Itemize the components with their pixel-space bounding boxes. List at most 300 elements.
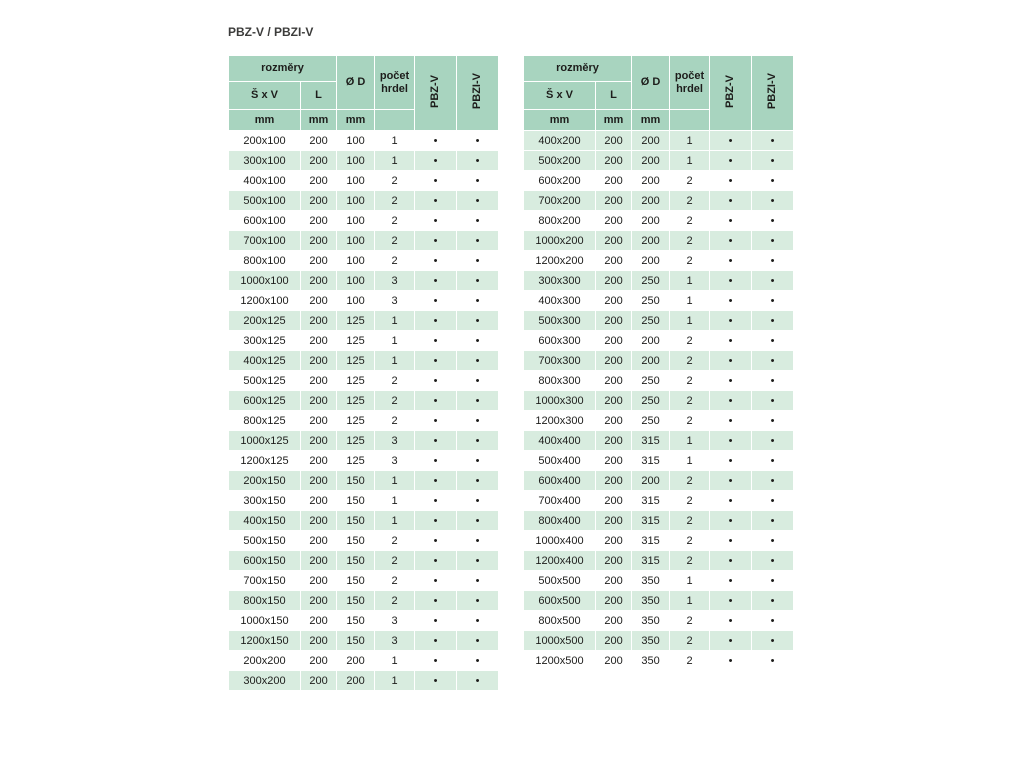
cell-dimensions: 600x150 — [229, 551, 301, 571]
cell-neck-count: 1 — [375, 471, 415, 491]
pbziv-dot: • — [457, 651, 499, 671]
cell-dimensions: 800x150 — [229, 591, 301, 611]
pbziv-dot: • — [752, 531, 794, 551]
table-row — [229, 391, 499, 411]
unit-mm: mm — [229, 110, 301, 131]
header-width-height: Š x V — [229, 82, 301, 110]
pbzv-dot: • — [710, 191, 752, 211]
table-row — [524, 151, 794, 171]
cell-diameter: 150 — [337, 551, 375, 571]
cell-length: 200 — [301, 351, 337, 371]
cell-dimensions: 500x200 — [524, 151, 596, 171]
cell-length: 200 — [596, 251, 632, 271]
pbzv-dot: • — [710, 171, 752, 191]
header-pbziv — [457, 56, 499, 131]
cell-length: 200 — [301, 591, 337, 611]
cell-diameter: 200 — [632, 231, 670, 251]
pbziv-dot: • — [457, 371, 499, 391]
cell-diameter: 125 — [337, 311, 375, 331]
cell-dimensions: 600x400 — [524, 471, 596, 491]
pbziv-dot: • — [752, 391, 794, 411]
cell-length: 200 — [301, 551, 337, 571]
header-pbzv — [415, 56, 457, 131]
pbziv-dot: • — [752, 611, 794, 631]
cell-diameter: 250 — [632, 391, 670, 411]
table-row — [229, 271, 499, 291]
header-pbzv-label: PBZ-V — [724, 74, 737, 108]
cell-length: 200 — [301, 251, 337, 271]
cell-neck-count: 2 — [375, 391, 415, 411]
pbzv-dot: • — [415, 311, 457, 331]
cell-diameter: 100 — [337, 271, 375, 291]
pbziv-dot: • — [752, 411, 794, 431]
pbzv-dot: • — [415, 231, 457, 251]
pbzv-dot: • — [710, 451, 752, 471]
cell-neck-count: 3 — [375, 291, 415, 311]
cell-neck-count: 2 — [670, 531, 710, 551]
cell-dimensions: 800x300 — [524, 371, 596, 391]
table-row — [229, 591, 499, 611]
pbzv-dot: • — [710, 531, 752, 551]
cell-dimensions: 1200x500 — [524, 651, 596, 671]
table-row — [229, 131, 499, 151]
cell-dimensions: 400x100 — [229, 171, 301, 191]
table-row — [524, 411, 794, 431]
cell-length: 200 — [596, 351, 632, 371]
cell-length: 200 — [596, 291, 632, 311]
pbzv-dot: • — [710, 151, 752, 171]
header-pbziv — [752, 56, 794, 131]
pbziv-dot: • — [457, 211, 499, 231]
cell-length: 200 — [596, 551, 632, 571]
cell-neck-count: 1 — [375, 511, 415, 531]
cell-length: 200 — [596, 231, 632, 251]
pbzv-dot: • — [710, 311, 752, 331]
table-row — [229, 291, 499, 311]
header-pbziv-label: PBZI-V — [471, 73, 484, 110]
cell-neck-count: 2 — [670, 251, 710, 271]
cell-diameter: 200 — [632, 251, 670, 271]
pbziv-dot: • — [457, 351, 499, 371]
table-row — [524, 271, 794, 291]
cell-dimensions: 800x400 — [524, 511, 596, 531]
cell-diameter: 125 — [337, 351, 375, 371]
cell-length: 200 — [301, 391, 337, 411]
pbziv-dot: • — [752, 491, 794, 511]
pbzv-dot: • — [710, 231, 752, 251]
pbziv-dot: • — [752, 371, 794, 391]
cell-length: 200 — [596, 391, 632, 411]
cell-length: 200 — [301, 331, 337, 351]
table-row — [229, 651, 499, 671]
table-row — [229, 331, 499, 351]
table-row — [229, 311, 499, 331]
cell-length: 200 — [301, 411, 337, 431]
pbzv-dot: • — [415, 671, 457, 691]
pbziv-dot: • — [457, 171, 499, 191]
pbziv-dot: • — [752, 191, 794, 211]
cell-neck-count: 2 — [670, 371, 710, 391]
table-row — [524, 211, 794, 231]
cell-diameter: 315 — [632, 511, 670, 531]
pbzv-dot: • — [415, 131, 457, 151]
cell-length: 200 — [301, 651, 337, 671]
cell-diameter: 315 — [632, 431, 670, 451]
cell-length: 200 — [596, 511, 632, 531]
table-row — [229, 191, 499, 211]
cell-neck-count: 1 — [375, 311, 415, 331]
table-row — [229, 351, 499, 371]
table-row — [229, 531, 499, 551]
cell-diameter: 100 — [337, 151, 375, 171]
cell-neck-count: 1 — [670, 571, 710, 591]
cell-dimensions: 600x500 — [524, 591, 596, 611]
cell-neck-count: 3 — [375, 431, 415, 451]
cell-neck-count: 1 — [670, 151, 710, 171]
cell-dimensions: 1200x200 — [524, 251, 596, 271]
cell-dimensions: 500x150 — [229, 531, 301, 551]
cell-neck-count: 2 — [670, 491, 710, 511]
unit-mm: mm — [337, 110, 375, 131]
cell-dimensions: 600x100 — [229, 211, 301, 231]
cell-dimensions: 1200x300 — [524, 411, 596, 431]
cell-length: 200 — [301, 431, 337, 451]
pbzv-dot: • — [415, 471, 457, 491]
pbziv-dot: • — [457, 671, 499, 691]
pbzv-dot: • — [415, 571, 457, 591]
cell-length: 200 — [301, 671, 337, 691]
cell-diameter: 100 — [337, 211, 375, 231]
pbzv-dot: • — [415, 491, 457, 511]
table-row — [229, 371, 499, 391]
pbzv-dot: • — [710, 411, 752, 431]
pbzv-dot: • — [415, 271, 457, 291]
cell-neck-count: 3 — [375, 631, 415, 651]
cell-neck-count: 2 — [375, 371, 415, 391]
pbzv-dot: • — [415, 251, 457, 271]
header-dimensions: rozměry — [524, 56, 632, 82]
cell-neck-count: 2 — [670, 211, 710, 231]
pbziv-dot: • — [457, 451, 499, 471]
cell-diameter: 250 — [632, 271, 670, 291]
cell-neck-count: 1 — [670, 431, 710, 451]
cell-dimensions: 1000x125 — [229, 431, 301, 451]
pbziv-dot: • — [752, 311, 794, 331]
cell-neck-count: 3 — [375, 611, 415, 631]
table-row — [524, 651, 794, 671]
cell-length: 200 — [596, 611, 632, 631]
pbzv-dot: • — [710, 431, 752, 451]
pbzv-dot: • — [710, 351, 752, 371]
table-row — [524, 511, 794, 531]
pbzv-dot: • — [415, 351, 457, 371]
cell-diameter: 100 — [337, 251, 375, 271]
table-row — [524, 251, 794, 271]
cell-diameter: 200 — [337, 651, 375, 671]
table-header — [229, 56, 499, 131]
cell-dimensions: 600x300 — [524, 331, 596, 351]
cell-neck-count: 1 — [670, 291, 710, 311]
cell-diameter: 200 — [632, 151, 670, 171]
cell-dimensions: 700x300 — [524, 351, 596, 371]
cell-diameter: 350 — [632, 651, 670, 671]
cell-dimensions: 1200x150 — [229, 631, 301, 651]
pbziv-dot: • — [752, 131, 794, 151]
cell-diameter: 315 — [632, 531, 670, 551]
cell-neck-count: 3 — [375, 451, 415, 471]
pbzv-dot: • — [415, 211, 457, 231]
cell-dimensions: 500x400 — [524, 451, 596, 471]
cell-diameter: 200 — [632, 171, 670, 191]
table-row — [229, 571, 499, 591]
cell-diameter: 200 — [632, 331, 670, 351]
table-row — [524, 391, 794, 411]
pbzv-dot: • — [710, 631, 752, 651]
cell-length: 200 — [596, 471, 632, 491]
pbziv-dot: • — [457, 191, 499, 211]
page-title: PBZ-V / PBZI-V — [228, 25, 314, 39]
cell-dimensions: 400x200 — [524, 131, 596, 151]
cell-diameter: 150 — [337, 491, 375, 511]
cell-length: 200 — [301, 131, 337, 151]
pbzv-dot: • — [415, 551, 457, 571]
pbzv-dot: • — [710, 511, 752, 531]
table-row — [229, 151, 499, 171]
cell-neck-count: 2 — [375, 191, 415, 211]
cell-dimensions: 400x150 — [229, 511, 301, 531]
pbzv-dot: • — [415, 151, 457, 171]
pbzv-dot: • — [415, 511, 457, 531]
pbziv-dot: • — [457, 491, 499, 511]
pbziv-dot: • — [752, 571, 794, 591]
cell-length: 200 — [596, 571, 632, 591]
pbzv-dot: • — [415, 291, 457, 311]
cell-neck-count: 2 — [375, 411, 415, 431]
cell-diameter: 250 — [632, 411, 670, 431]
cell-diameter: 150 — [337, 591, 375, 611]
cell-neck-count: 2 — [375, 171, 415, 191]
header-dimensions: rozměry — [229, 56, 337, 82]
table-row — [229, 211, 499, 231]
cell-dimensions: 400x400 — [524, 431, 596, 451]
table-row — [524, 291, 794, 311]
cell-diameter: 200 — [337, 671, 375, 691]
cell-neck-count: 1 — [375, 151, 415, 171]
cell-dimensions: 700x200 — [524, 191, 596, 211]
cell-dimensions: 500x500 — [524, 571, 596, 591]
table-row — [229, 491, 499, 511]
unit-cell-empty — [670, 110, 710, 131]
pbziv-dot: • — [752, 451, 794, 471]
cell-dimensions: 1000x200 — [524, 231, 596, 251]
pbziv-dot: • — [457, 471, 499, 491]
table-row — [524, 611, 794, 631]
cell-neck-count: 1 — [375, 491, 415, 511]
cell-length: 200 — [596, 131, 632, 151]
cell-neck-count: 3 — [375, 271, 415, 291]
cell-dimensions: 800x125 — [229, 411, 301, 431]
pbzv-dot: • — [710, 371, 752, 391]
cell-diameter: 250 — [632, 371, 670, 391]
cell-dimensions: 700x150 — [229, 571, 301, 591]
cell-length: 200 — [596, 151, 632, 171]
cell-dimensions: 300x200 — [229, 671, 301, 691]
cell-length: 200 — [301, 231, 337, 251]
cell-dimensions: 400x300 — [524, 291, 596, 311]
table-row — [524, 591, 794, 611]
pbziv-dot: • — [752, 651, 794, 671]
table-row — [524, 531, 794, 551]
cell-diameter: 125 — [337, 371, 375, 391]
table-row — [229, 611, 499, 631]
cell-diameter: 250 — [632, 311, 670, 331]
cell-dimensions: 500x100 — [229, 191, 301, 211]
cell-diameter: 100 — [337, 131, 375, 151]
table-row — [524, 551, 794, 571]
cell-neck-count: 2 — [670, 651, 710, 671]
table-row — [229, 171, 499, 191]
cell-diameter: 125 — [337, 431, 375, 451]
header-diameter: Ø D — [632, 56, 670, 110]
cell-length: 200 — [596, 311, 632, 331]
pbzv-dot: • — [415, 431, 457, 451]
pbzv-dot: • — [710, 611, 752, 631]
pbzv-dot: • — [710, 211, 752, 231]
cell-diameter: 350 — [632, 611, 670, 631]
pbziv-dot: • — [457, 331, 499, 351]
cell-neck-count: 1 — [670, 591, 710, 611]
unit-cell-empty — [375, 110, 415, 131]
cell-diameter: 125 — [337, 331, 375, 351]
pbziv-dot: • — [457, 271, 499, 291]
pbzv-dot: • — [415, 371, 457, 391]
cell-length: 200 — [301, 571, 337, 591]
pbziv-dot: • — [457, 511, 499, 531]
cell-length: 200 — [596, 171, 632, 191]
pbzv-dot: • — [710, 291, 752, 311]
table-row — [524, 371, 794, 391]
cell-neck-count: 1 — [670, 311, 710, 331]
cell-length: 200 — [596, 271, 632, 291]
cell-neck-count: 2 — [670, 391, 710, 411]
pbziv-dot: • — [457, 411, 499, 431]
header-pbzv — [710, 56, 752, 131]
table-row — [524, 491, 794, 511]
pbziv-dot: • — [752, 251, 794, 271]
cell-diameter: 100 — [337, 231, 375, 251]
unit-mm: mm — [524, 110, 596, 131]
cell-neck-count: 1 — [375, 671, 415, 691]
cell-diameter: 250 — [632, 291, 670, 311]
cell-neck-count: 1 — [375, 131, 415, 151]
pbziv-dot: • — [457, 251, 499, 271]
cell-dimensions: 1000x300 — [524, 391, 596, 411]
cell-length: 200 — [301, 611, 337, 631]
pbziv-dot: • — [752, 631, 794, 651]
cell-dimensions: 600x125 — [229, 391, 301, 411]
cell-length: 200 — [301, 531, 337, 551]
cell-dimensions: 300x100 — [229, 151, 301, 171]
cell-length: 200 — [596, 331, 632, 351]
cell-length: 200 — [596, 191, 632, 211]
unit-mm: mm — [632, 110, 670, 131]
cell-diameter: 350 — [632, 571, 670, 591]
pbzv-dot: • — [415, 331, 457, 351]
cell-length: 200 — [301, 271, 337, 291]
cell-length: 200 — [596, 211, 632, 231]
header-length: L — [301, 82, 337, 110]
cell-length: 200 — [596, 531, 632, 551]
cell-length: 200 — [596, 491, 632, 511]
cell-length: 200 — [596, 591, 632, 611]
spec-table-left — [228, 55, 499, 691]
cell-neck-count: 2 — [670, 411, 710, 431]
unit-mm: mm — [301, 110, 337, 131]
cell-neck-count: 1 — [670, 131, 710, 151]
cell-dimensions: 400x125 — [229, 351, 301, 371]
cell-length: 200 — [301, 511, 337, 531]
pbzv-dot: • — [710, 251, 752, 271]
cell-diameter: 150 — [337, 531, 375, 551]
cell-dimensions: 1200x400 — [524, 551, 596, 571]
cell-neck-count: 1 — [670, 451, 710, 471]
cell-diameter: 150 — [337, 611, 375, 631]
cell-diameter: 150 — [337, 511, 375, 531]
table-row — [524, 231, 794, 251]
pbziv-dot: • — [752, 171, 794, 191]
cell-neck-count: 2 — [375, 211, 415, 231]
cell-length: 200 — [301, 191, 337, 211]
pbziv-dot: • — [457, 151, 499, 171]
cell-diameter: 315 — [632, 451, 670, 471]
cell-length: 200 — [301, 471, 337, 491]
cell-length: 200 — [301, 211, 337, 231]
pbzv-dot: • — [710, 551, 752, 571]
table-row — [524, 131, 794, 151]
pbziv-dot: • — [752, 591, 794, 611]
table-body-left — [229, 131, 499, 691]
pbziv-dot: • — [752, 471, 794, 491]
header-neck-count: počet hrdel — [375, 56, 415, 110]
cell-dimensions: 200x125 — [229, 311, 301, 331]
table-row — [229, 431, 499, 451]
cell-length: 200 — [596, 451, 632, 471]
cell-neck-count: 2 — [375, 251, 415, 271]
cell-diameter: 200 — [632, 471, 670, 491]
pbzv-dot: • — [415, 651, 457, 671]
cell-neck-count: 2 — [670, 631, 710, 651]
cell-diameter: 100 — [337, 291, 375, 311]
table-row — [229, 511, 499, 531]
pbziv-dot: • — [752, 331, 794, 351]
cell-dimensions: 500x300 — [524, 311, 596, 331]
table-body-right — [524, 131, 794, 671]
cell-diameter: 125 — [337, 411, 375, 431]
pbzv-dot: • — [415, 191, 457, 211]
cell-length: 200 — [301, 631, 337, 651]
cell-diameter: 200 — [632, 351, 670, 371]
cell-neck-count: 2 — [670, 351, 710, 371]
pbzv-dot: • — [415, 171, 457, 191]
table-row — [524, 571, 794, 591]
cell-neck-count: 2 — [670, 171, 710, 191]
table-row — [229, 551, 499, 571]
pbziv-dot: • — [457, 611, 499, 631]
pbziv-dot: • — [457, 231, 499, 251]
cell-length: 200 — [301, 491, 337, 511]
pbzv-dot: • — [415, 631, 457, 651]
pbzv-dot: • — [415, 391, 457, 411]
